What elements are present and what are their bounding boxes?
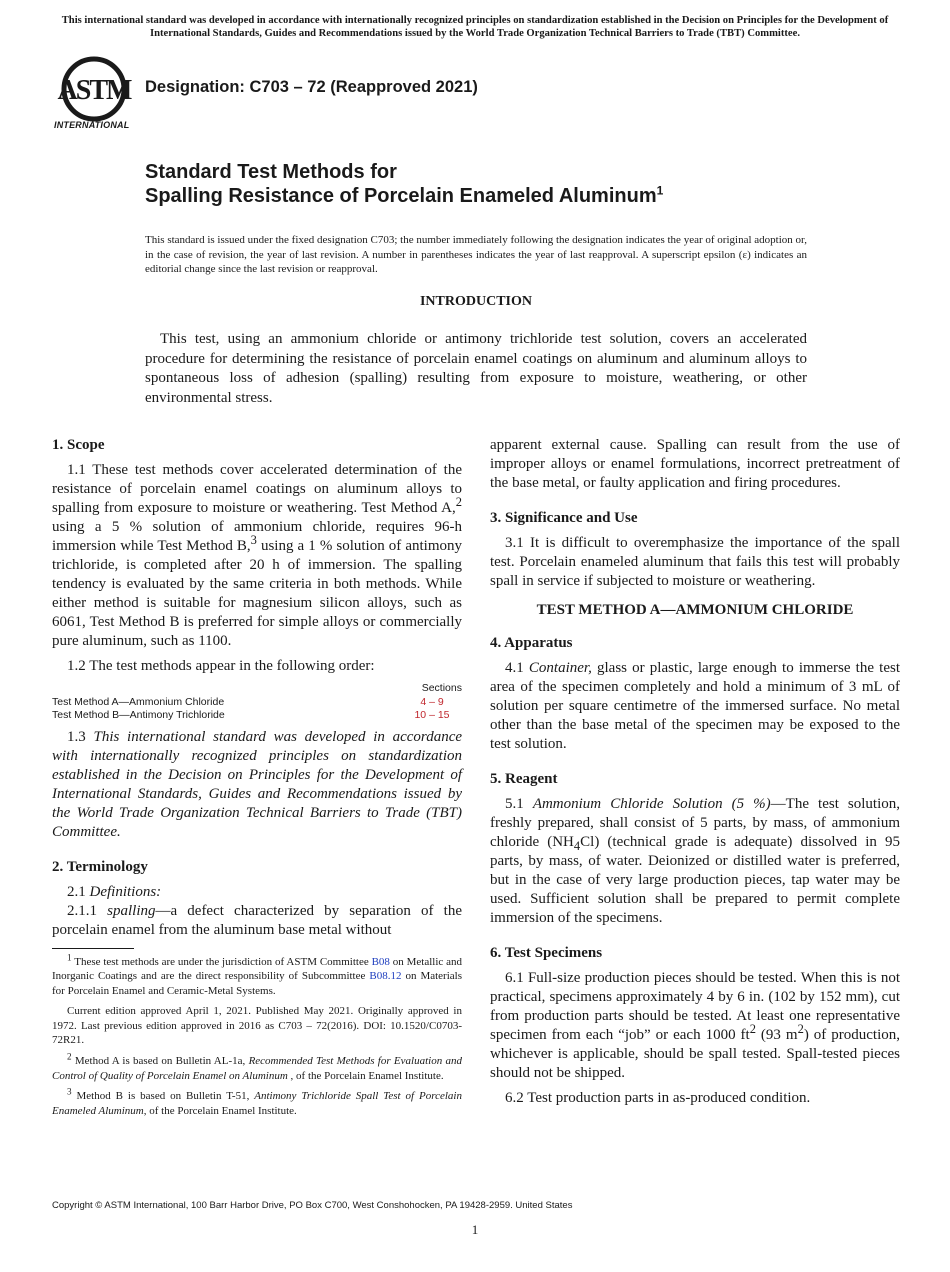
spalling-term: spalling (107, 902, 156, 919)
spalling-definition (52, 902, 462, 940)
left-column (52, 436, 462, 1124)
title-line-1: Standard Test Methods for (145, 161, 397, 183)
footnote-1 (52, 951, 462, 999)
footnote-1-c: on Materials for Porcelain Enamel and Ceramic-Metal Systems. (52, 970, 462, 997)
footnote-2-title: Recommended Test Methods for Evaluation and Control of Quality of Porcelain Enamel on Aluminum (52, 1055, 462, 1082)
scope-1-1-c: using a 1 % solution of antimony trichloride, is completed after 20 h of immersion. The spalling tendency is evaluated by the same criteria in both methods. While either method is suitable for magnesium silicon alloys, such as 6061, Test Method B is preferred for simple alloys or commercially pure aluminum, such as 1100. (52, 538, 462, 649)
svg-text:ASTM: ASTM (57, 75, 131, 106)
significance-heading: 3. Significance and Use (490, 510, 638, 526)
scope-1-3-num: 1.3 (67, 728, 94, 745)
specimens-6-1-b: (93 m (755, 1027, 798, 1043)
specimens-6-1-a: 6.1 Full-size production pieces should be tested. When this is not practical, specimens approximately 4 by 6 in. (102 by 152 mm), cut from production parts should be tested. At least one representative specimen from each “job” or each 1000 ft (490, 970, 900, 1043)
definitions-label (52, 883, 462, 902)
footnote-2-b: , of the Porcelain Enamel Institute. (287, 1069, 444, 1082)
footnote-1-mark: 1 (67, 951, 72, 962)
footnote-3-title: Antimony Trichloride Spall Test of Porcelain Enameled Aluminum (52, 1090, 462, 1117)
footnote-1-a: These test methods are under the jurisdiction of ASTM Committee (71, 955, 372, 968)
footnote-2 (52, 1051, 462, 1083)
apparatus-para-4-1 (490, 659, 900, 754)
committee-b08-link[interactable]: B08 (371, 955, 390, 968)
header-notice: This international standard was developed in accordance with internationally recognized principles on standardization established in the Decision on Principles for the Development of International Standards, Guides and Recommendations issued by the World Trade Organization Technical Barriers to Trade (TBT) Committee. (61, 15, 889, 39)
title-footnote-mark: 1 (656, 183, 664, 198)
footnote-ref-3: 3 (250, 533, 257, 547)
order-label: Test Method B—Antimony Trichloride (52, 709, 225, 721)
specimens-heading: 6. Test Specimens (490, 945, 603, 961)
reagent-num: 5.1 (505, 796, 533, 812)
terminology-heading: 2. Terminology (52, 858, 148, 875)
spalling-definition-continued: apparent external cause. Spalling can result from the use of improper alloys or enamel formulations, incorrect pretreatment of the base metal, or faulty application and firing procedures. (490, 437, 900, 491)
order-row (52, 709, 462, 723)
apparatus-num: 4.1 (505, 660, 529, 676)
introduction-text: This test, using an ammonium chloride or antimony trichloride test solution, covers an accelerated procedure for determining the resistance of porcelain enamel coatings on aluminum and aluminum alloys to spontaneous loss of adhesion (spalling) resulting from exposure to moisture, weathering, or other environmental stress. (145, 331, 807, 406)
sections-order-table (52, 682, 462, 723)
introduction-heading: INTRODUCTION (419, 294, 532, 309)
document-title (145, 160, 663, 208)
reagent-label: Ammonium Chloride Solution (5 %) (532, 796, 771, 812)
designation: Designation: C703 – 72 (Reapproved 2021) (145, 78, 478, 96)
definitions-text: Definitions: (89, 883, 162, 900)
footnote-3-mark: 3 (67, 1086, 72, 1097)
specimens-sup-1: 2 (749, 1022, 756, 1036)
footnote-2-mark: 2 (67, 1051, 72, 1062)
reagent-text-a: —The test solution, freshly prepared, shall consist of 5 parts, by mass, of ammonium chloride (NH (490, 796, 901, 850)
order-row (52, 696, 462, 710)
scope-para-1-3 (52, 728, 462, 842)
scope-para-1-1 (52, 461, 462, 651)
specimens-sup-2: 2 (797, 1022, 804, 1036)
footnote-1-b: on Metallic and Inorganic Coatings and are the direct responsibility of Subcommittee (52, 955, 462, 983)
footnote-1-edition: Current edition approved April 1, 2021. Published May 2021. Originally approved in 1972. Last previous edition approved in 2016 as C703 – 72(2016). DOI: 10.1520/C0703-72R21. (52, 1005, 462, 1047)
reagent-para-5-1 (490, 795, 900, 928)
apparatus-label: Container, (528, 660, 592, 676)
specimens-para-6-1 (490, 969, 900, 1083)
scope-1-1-a: 1.1 These test methods cover accelerated determination of the resistance of porcelain enamel coatings on aluminum alloys to spalling from exposure to moisture or weathering. Test Method A, (52, 462, 462, 516)
logo-caption: INTERNATIONAL (54, 120, 130, 130)
reagent-subscript: 4 (573, 839, 581, 853)
page-number: 1 (471, 1222, 479, 1237)
order-range-link[interactable]: 10 – 15 (414, 709, 450, 721)
right-column (490, 436, 900, 1114)
apparatus-heading: 4. Apparatus (490, 635, 573, 651)
sections-header: Sections (421, 682, 462, 694)
apparatus-text: glass or plastic, large enough to immerse the test area of the specimen completely and hold a minimum of 3 mL of solution per square centimetre of the immersed surface. No metal other than the base metal of the specimen may be exposed to the test solution. (490, 660, 900, 752)
method-a-heading: TEST METHOD A—AMMONIUM CHLORIDE (536, 602, 854, 618)
subcommittee-b08-12-link[interactable]: B08.12 (369, 970, 402, 983)
specimens-para-6-2: 6.2 Test production parts in as-produced condition. (505, 1090, 811, 1106)
scope-1-3-text: This international standard was developed in accordance with internationally recognized principles on standardization established in the Decision on Principles for the Development of International Standards, Guides and Recommendations issued by the World Trade Organization Technical Barriers to Trade (TBT) Committee. (52, 728, 463, 840)
scope-para-1-2: 1.2 The test methods appear in the following order: (67, 658, 375, 674)
spalling-num: 2.1.1 (67, 902, 108, 919)
footnote-3-a: Method B is based on Bulletin T-51, (71, 1090, 255, 1103)
order-label: Test Method A—Ammonium Chloride (52, 695, 225, 708)
astm-logo-icon (52, 56, 136, 122)
footnote-3 (52, 1086, 462, 1118)
reagent-heading: 5. Reagent (490, 771, 558, 787)
footnote-divider (52, 948, 134, 949)
significance-para-3-1: 3.1 It is difficult to overemphasize the importance of the spall test. Porcelain enameled aluminum that fails this test will probably spall in service if subjected to moisture or weathering. (490, 535, 900, 589)
reagent-text-b: Cl) (technical grade is adequate) dissolved in 95 parts, by mass, of water. Deionized or distilled water is preferred, but in the case of very large production pieces, tap water may be used. Sufficient solution shall be prepared to permit complete immersion of the specimens. (490, 834, 900, 926)
scope-1-1-b: using a 5 % solution of ammonium chloride, requires 96-h immersion while Test Method B, (52, 519, 462, 554)
footnote-3-b: , of the Porcelain Enamel Institute. (143, 1104, 297, 1117)
issued-note: This standard is issued under the fixed designation C703; the number immediately following the designation indicates the year of original adoption or, in the case of revision, the year of last revision. A number in parentheses indicates the year of last reapproval. A superscript epsilon (ε) indicates an editorial change since the last revision or reapproval. (145, 234, 807, 275)
order-range-link[interactable]: 4 – 9 (420, 695, 444, 708)
footnote-ref-2: 2 (455, 495, 462, 509)
definitions-num: 2.1 (67, 883, 90, 900)
footnote-2-a: Method A is based on Bulletin AL-1a, (71, 1055, 249, 1068)
specimens-6-1-c: ) of production, whichever is applicable, should be spall tested. Spall-tested pieces should not be shipped. (490, 1027, 900, 1081)
title-line-2-text: Spalling Resistance of Porcelain Enameled Aluminum (145, 185, 657, 207)
title-line-2 (145, 184, 663, 208)
copyright-notice: Copyright © ASTM International, 100 Barr Harbor Drive, PO Box C700, West Conshohocken, PA 19428-2959. United States (52, 1200, 573, 1211)
spalling-text: —a defect characterized by separation of the porcelain enamel from the aluminum base metal without (52, 902, 462, 938)
scope-heading: 1. Scope (52, 437, 105, 453)
